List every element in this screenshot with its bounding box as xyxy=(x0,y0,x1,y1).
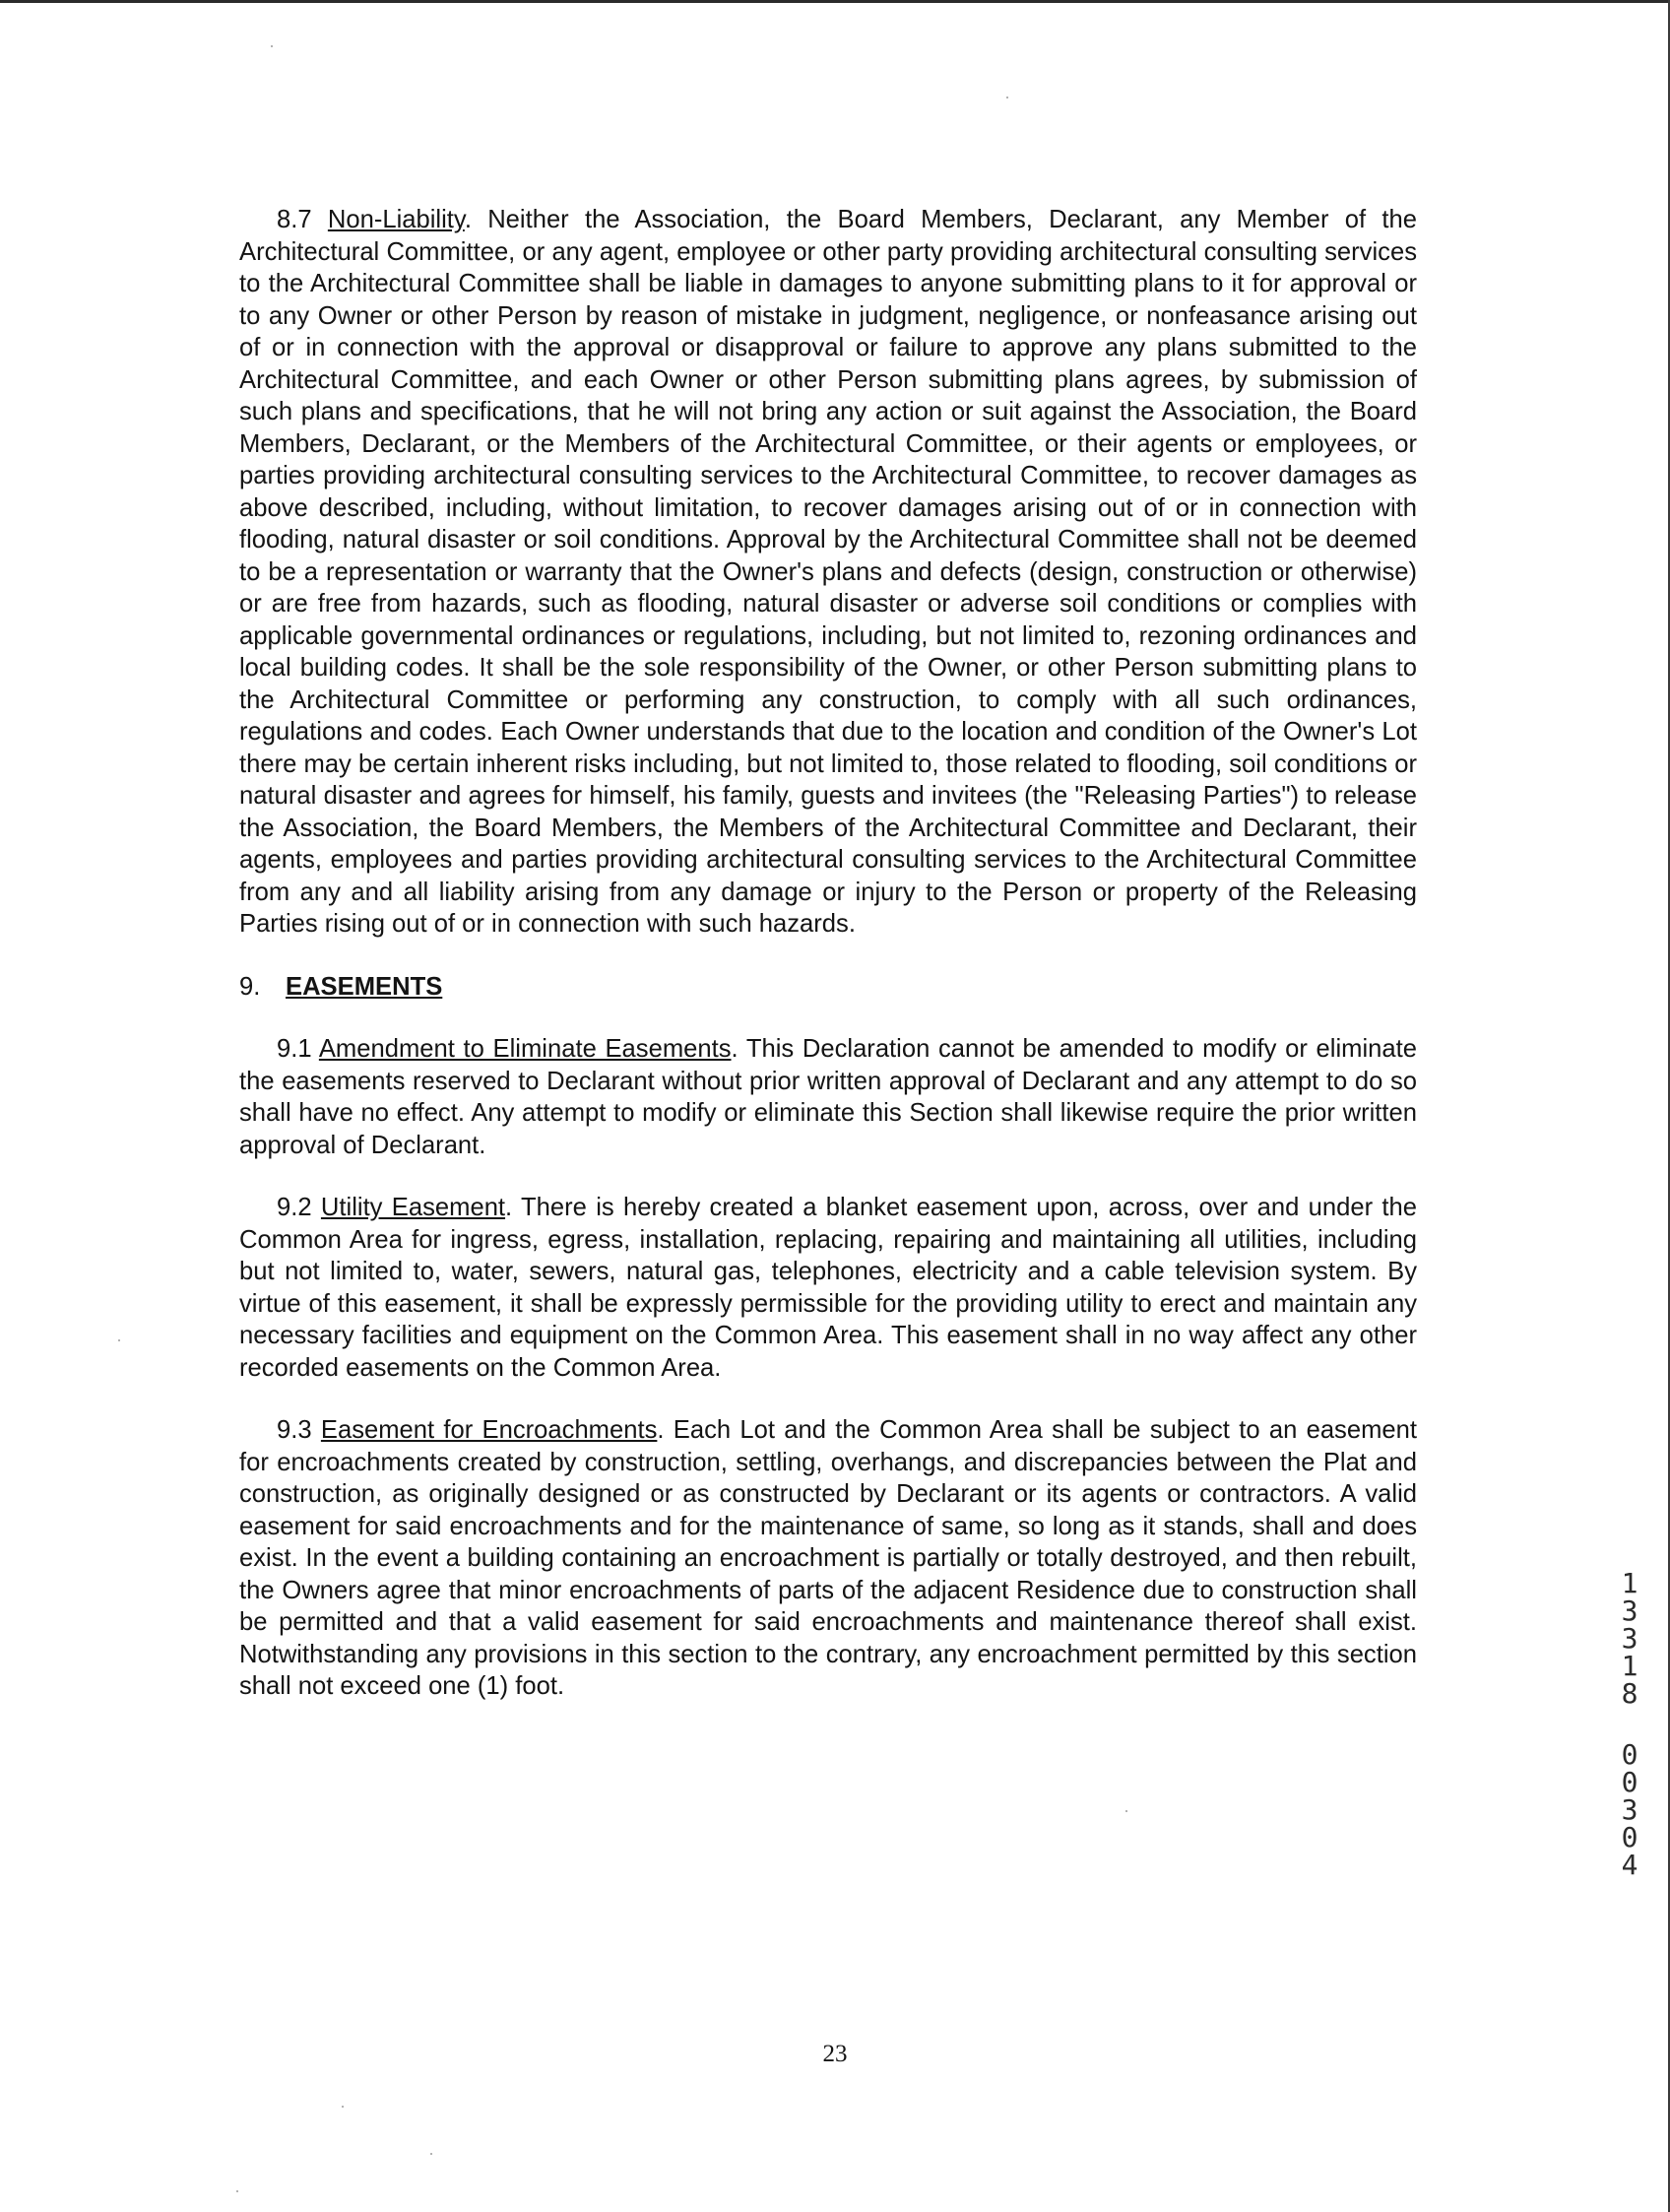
page-number: 23 xyxy=(822,2041,848,2067)
stamp-digit: 0 xyxy=(1621,1821,1638,1854)
section-number: 9.3 xyxy=(277,1416,312,1444)
section-text: . Each Lot and the Common Area shall be subject to an easement for encroachments created by construction, settling, overhangs, and discrepancies between the Plat and construction, as originally designed or as constructed by Declarant or its agents or contractors. A valid easement for said encroachments and for the maintenance of same, so long as it stands, shall and does exist. In the event a building containing an encroachment is partially or totally destroyed, and then rebuilt, the Owners agree that minor encroachments of parts of the adjacent Residence due to construction shall be permitted and that a valid easement for said encroachments and maintenance thereof shall exist. Notwithstanding any provisions in this section to the contrary, any encroachment permitted by this section shall not exceed one (1) foot. xyxy=(239,1416,1417,1700)
scan-speck xyxy=(236,2190,238,2192)
section-9-3 xyxy=(239,1414,1417,1703)
scan-speck xyxy=(1125,1810,1127,1812)
section-title: Non-Liability xyxy=(327,206,465,233)
stamp-digit: 3 xyxy=(1621,1622,1638,1655)
section-number: 9.1 xyxy=(277,1035,312,1063)
document-body xyxy=(239,204,1417,1703)
scan-speck xyxy=(271,45,273,47)
section-title: Amendment to Eliminate Easements xyxy=(318,1035,732,1063)
section-text: . Neither the Association, the Board Members, Declarant, any Member of the Architectural Committee, or any agent, employee or other party providing architectural consulting services to the Architectural Committee shall be liable in damages to anyone submitting plans to it for approval or to any Owner or other Person by reason of mistake in judgment, negligence, or nonfeasance arising out of or in connection with the approval or disapproval or failure to approve any plans submitted to the Architectural Committee, and each Owner or other Person submitting plans agrees, by submission of such plans and specifications, that he will not bring any action or suit against the Association, the Board Members, Declarant, or the Members of the Architectural Committee, or their agents or employees, or parties providing architectural consulting services to the Architectural Committee, to recover damages as above described, including, without limitation, to recover damages arising out of or in connection with flooding, natural disaster or soil conditions. Approval by the Architectural Committee shall not be deemed to be a representation or warranty that the Owner's plans and defects (design, construction or otherwise) or are free from hazards, such as flooding, natural disaster or adverse soil conditions or complies with applicable governmental ordinances or regulations, including, but not limited to, rezoning ordinances and local building codes. It shall be the sole responsibility of the Owner, or other Person submitting plans to the Architectural Committee or performing any construction, to comply with all such ordinances, regulations and codes. Each Owner understands that due to the location and condition of the Owner's Lot there may be certain inherent risks including, but not limited to, those related to flooding, soil conditions or natural disaster and agrees for himself, his family, guests and invitees (the "Releasing Parties") to release the Association, the Board Members, the Members of the Architectural Committee and Declarant, their agents, employees and parties providing architectural consulting services to the Architectural Committee from any and all liability arising from any damage or injury to the Person or property of the Releasing Parties rising out of or in connection with such hazards. xyxy=(239,206,1417,938)
stamp-digit: 4 xyxy=(1621,1849,1638,1881)
stamp-digit: 1 xyxy=(1621,1650,1638,1682)
scan-speck xyxy=(118,1339,120,1341)
scan-top-edge xyxy=(0,0,1670,3)
stamp-digit: 3 xyxy=(1621,1793,1638,1826)
section-number: 9.2 xyxy=(277,1194,312,1221)
stamp-digit: 8 xyxy=(1621,1677,1638,1710)
section-9-2 xyxy=(239,1192,1417,1384)
recording-stamp xyxy=(1615,1567,1644,1881)
heading-easements xyxy=(239,971,1417,1004)
heading-title: EASEMENTS xyxy=(286,972,443,1001)
section-8-7 xyxy=(239,204,1417,941)
stamp-digit: 0 xyxy=(1621,1738,1638,1771)
section-text: . This Declaration cannot be amended to modify or eliminate the easements reserved to Declarant without prior written approval of Declarant and any attempt to do so shall have no effect. Any attempt to modify or eliminate this Section shall likewise require the prior written approval of Declarant. xyxy=(239,1035,1417,1159)
section-number: 8.7 xyxy=(277,206,312,233)
heading-number: 9. xyxy=(239,972,261,1001)
section-text: . There is hereby created a blanket easement upon, across, over and under the Common Area for ingress, egress, installation, replacing, repairing and maintaining all utilities, including but not limited to, water, sewers, natural gas, telephones, electricity and a cable television system. By virtue of this easement, it shall be expressly permissible for the providing utility to erect and maintain any necessary facilities and equipment on the Common Area. This easement shall in no way affect any other recorded easements on the Common Area. xyxy=(239,1194,1418,1382)
scan-speck xyxy=(342,2106,344,2108)
section-9-1 xyxy=(239,1033,1417,1161)
scan-speck xyxy=(430,2153,432,2155)
section-title: Easement for Encroachments xyxy=(320,1416,658,1444)
stamp-digit: 0 xyxy=(1621,1766,1638,1798)
stamp-digit: 3 xyxy=(1621,1594,1638,1627)
stamp-digit: 1 xyxy=(1621,1567,1638,1599)
section-title: Utility Easement xyxy=(320,1194,506,1221)
scan-speck xyxy=(1006,97,1008,98)
